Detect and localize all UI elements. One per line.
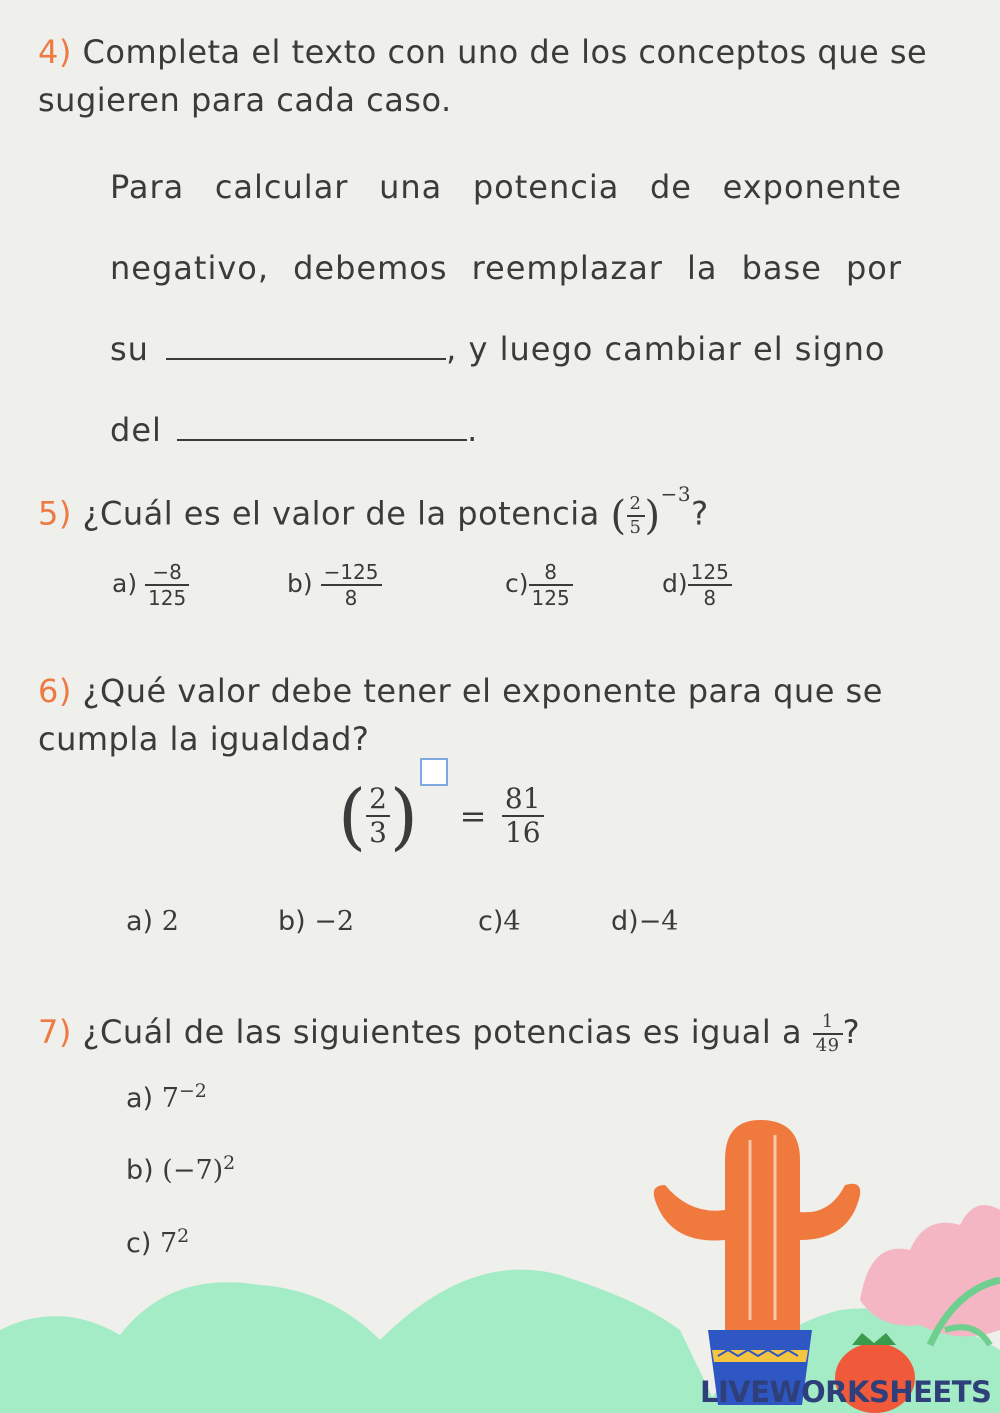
right-paren: ): [389, 774, 419, 858]
fill-text-fragment: , y luego cambiar el signo: [446, 330, 886, 368]
question-number: 5): [38, 494, 72, 533]
option-label: c): [505, 569, 529, 598]
option-exponent: 2: [177, 1225, 190, 1247]
fraction-numerator: 81: [504, 782, 541, 815]
right-paren: ): [644, 492, 661, 539]
option-exponent: −2: [178, 1080, 207, 1102]
question-text-line-1: ¿Qué valor debe tener el exponente para que se: [82, 672, 883, 710]
base-fraction: [627, 492, 645, 538]
equation: [338, 774, 544, 858]
fraction-numerator: −125: [323, 560, 379, 584]
exponent: −3: [660, 482, 692, 506]
question-text: ¿Cuál es el valor de la potencia: [82, 494, 600, 533]
option-fraction: [529, 562, 573, 608]
exponent-answer-box[interactable]: [420, 758, 448, 786]
option-label: b): [287, 569, 313, 598]
answer-blank-2[interactable]: [177, 413, 467, 441]
answer-blank-1[interactable]: [166, 332, 446, 360]
fill-text-fragment: su: [110, 330, 149, 368]
q6-option-b[interactable]: [278, 906, 354, 937]
question-7-prompt: [38, 1008, 860, 1056]
option-base: 7: [161, 1083, 179, 1114]
question-5-prompt: [38, 482, 709, 540]
fraction-numerator: 1: [821, 1011, 834, 1032]
option-value: −4: [638, 906, 679, 937]
option-fraction: [145, 562, 189, 608]
equals-sign: =: [459, 797, 487, 835]
option-value: 2: [161, 906, 179, 937]
question-4-prompt: [38, 28, 938, 124]
option-label: c): [126, 1228, 152, 1259]
q7-option-a[interactable]: [126, 1080, 207, 1114]
option-fraction: [688, 562, 732, 608]
target-fraction: [813, 1013, 843, 1055]
option-label: b): [278, 906, 306, 937]
fraction-denominator: 8: [688, 584, 732, 608]
question-text: Completa el texto con uno de los conceptos que se sugieren para cada caso.: [38, 33, 928, 119]
q6-option-d[interactable]: [611, 906, 679, 937]
fraction-numerator: 2: [369, 782, 387, 815]
fraction-denominator: 49: [813, 1033, 843, 1055]
fraction-denominator: 3: [366, 815, 390, 847]
question-text: ¿Cuál de las siguientes potencias es igual a: [82, 1013, 803, 1051]
fraction-numerator: 125: [690, 560, 729, 584]
q5-option-a[interactable]: [112, 562, 189, 608]
fraction-numerator: −8: [152, 560, 182, 584]
fraction-denominator: 125: [529, 584, 573, 608]
fraction-denominator: 125: [145, 584, 189, 608]
q6-option-c[interactable]: [478, 906, 521, 937]
fill-text-line-1: Para calcular una potencia de exponente: [110, 168, 902, 206]
liveworksheets-logo[interactable]: [700, 1375, 991, 1409]
left-paren: (: [610, 492, 627, 539]
fill-text-line-4: [110, 411, 902, 449]
option-label: d): [662, 569, 688, 598]
option-label: c): [478, 906, 504, 937]
q5-option-b[interactable]: [287, 562, 382, 608]
rhs-fraction: [502, 782, 544, 849]
fill-text-line-3: [110, 330, 902, 368]
fraction-denominator: 16: [502, 815, 544, 847]
option-label: d): [611, 906, 639, 937]
q7-option-c[interactable]: [126, 1225, 189, 1259]
option-label: a): [126, 906, 154, 937]
option-base: (−7): [162, 1155, 224, 1186]
q7-option-b[interactable]: [126, 1152, 235, 1186]
option-label: a): [126, 1083, 154, 1114]
logo-text: LIVEWORKSHEETS: [700, 1375, 992, 1409]
fill-text-line-2: negativo, debemos reemplazar la base por: [110, 249, 902, 287]
question-number: 6): [38, 672, 72, 710]
option-fraction: [321, 562, 382, 608]
option-value: 4: [503, 906, 521, 937]
question-number: 7): [38, 1013, 72, 1051]
question-end: ?: [691, 494, 709, 533]
left-paren: (: [338, 774, 367, 858]
question-text-line-2: cumpla la igualdad?: [38, 720, 370, 758]
q5-option-d[interactable]: [662, 562, 732, 608]
fraction-denominator: 8: [321, 584, 382, 608]
option-base: 7: [159, 1228, 178, 1259]
q6-option-a[interactable]: [126, 906, 179, 937]
option-label: b): [126, 1155, 154, 1186]
fraction-numerator: 8: [544, 560, 557, 584]
option-label: a): [112, 569, 138, 598]
fraction-numerator: 2: [629, 492, 642, 514]
q5-option-c[interactable]: [505, 562, 573, 608]
fill-text-fragment: del: [110, 411, 162, 449]
question-end: ?: [842, 1013, 861, 1051]
option-exponent: 2: [223, 1152, 236, 1174]
fill-text-fragment: .: [467, 411, 479, 449]
question-6-prompt: [38, 667, 958, 763]
option-value: −2: [314, 906, 355, 937]
question-number: 4): [38, 33, 72, 71]
fraction-denominator: 5: [627, 515, 645, 537]
base-fraction: [366, 782, 390, 849]
